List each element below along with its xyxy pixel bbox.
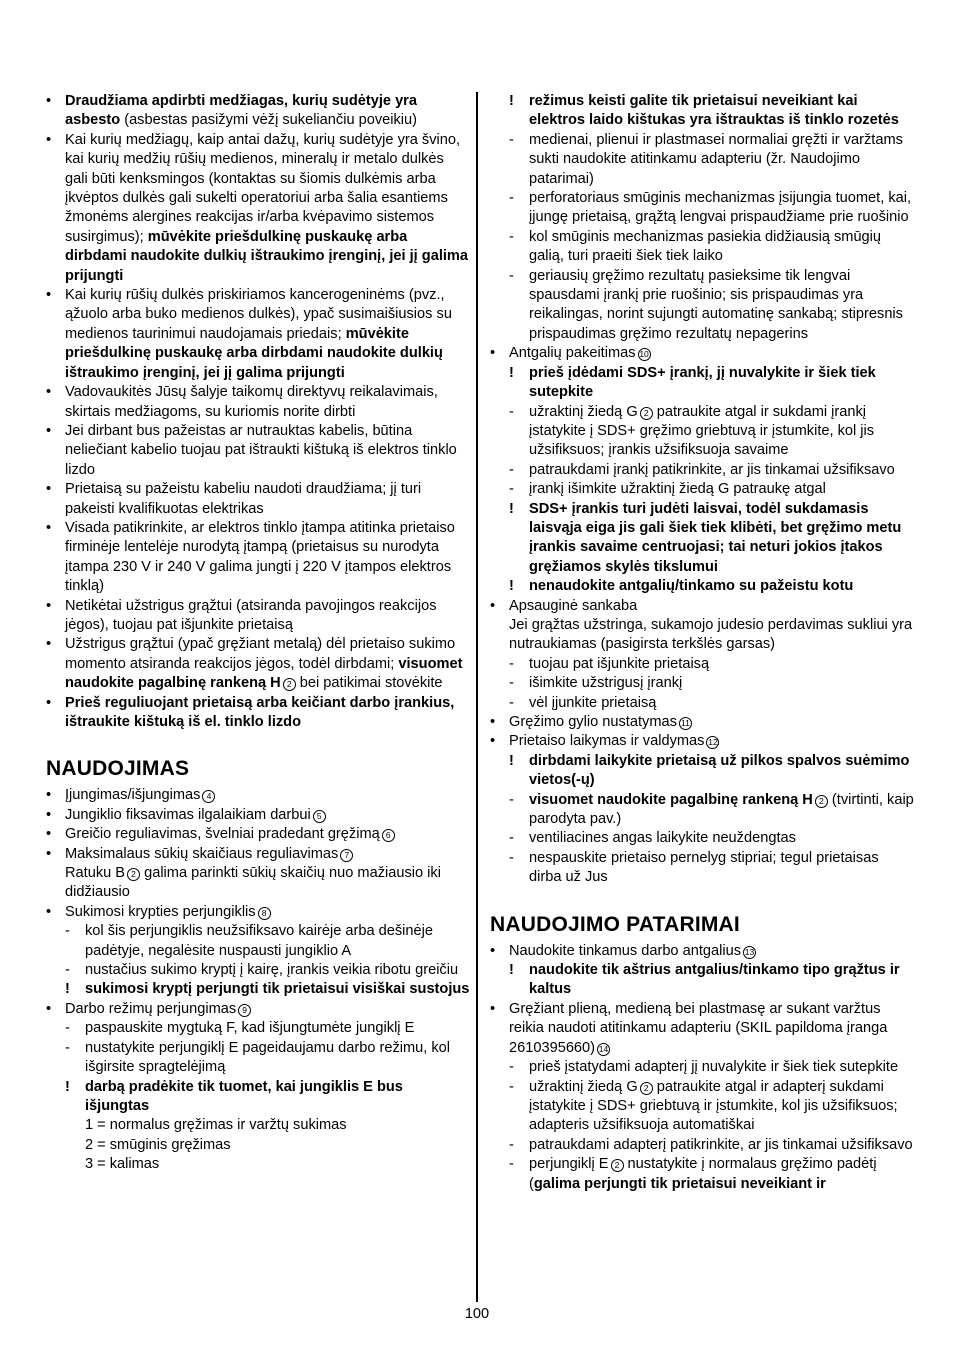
text: įrankį išimkite užraktinį žiedą G patraukę atgal <box>529 481 826 498</box>
bullet-marker: • <box>46 519 52 536</box>
dash-marker: - <box>509 403 514 420</box>
circled-number: 13 <box>744 946 755 957</box>
text: Maksimalaus sūkių skaičiaus reguliavimas <box>65 845 339 862</box>
bullet-marker: • <box>490 733 496 750</box>
bold-text: sukimosi kryptį perjungti tik prietaisui visiškai sustojus <box>85 981 470 998</box>
warning-marker: ! <box>509 578 514 595</box>
bullet-marker: • <box>46 597 52 614</box>
text: nustačius sukimo kryptį į kairę, įrankis veikia ribotu greičiu <box>85 962 459 979</box>
paragraph <box>46 1155 470 1174</box>
bullet-marker: • <box>46 806 52 823</box>
list-item <box>490 189 914 228</box>
list-item <box>490 344 914 363</box>
circled-number: 2 <box>640 407 653 420</box>
text: 1 = normalus gręžimas ir varžtų sukimas <box>85 1117 347 1134</box>
bold-text: galima perjungti tik prietaisui neveikiant ir <box>533 1175 826 1192</box>
dash-marker: - <box>509 1156 514 1173</box>
bullet-marker: • <box>46 787 52 804</box>
circled-number: 2 <box>640 1082 653 1095</box>
text: Prietaiso laikymas ir valdymas <box>509 733 705 750</box>
text: Visada patikrinkite, ar elektros tinklo įtampa atitinka prietaiso firminėje lentelėje nurodytą įtampą (prietaisus su nurodyta įtampa 230 V ir 240 V galima jungti į 220 V įtampos elektros tinklą) <box>65 519 455 595</box>
list-item <box>46 694 470 733</box>
circled-number: 2 <box>283 678 296 691</box>
bold-text: Draudžiama apdirbti medžiagas, kurių sudėtyje yra asbesto <box>65 93 417 129</box>
circled-number: 5 <box>313 810 326 823</box>
dash-marker: - <box>509 1059 514 1076</box>
list-item <box>490 1136 914 1155</box>
text: Gręžimo gylio nustatymas <box>509 714 677 730</box>
text: Jungiklio fiksavimas ilgalaikiam darbui <box>65 806 311 823</box>
bullet-marker: • <box>46 826 52 843</box>
text: ventiliacines angas laikykite neuždengtas <box>529 830 796 847</box>
dash-marker: - <box>509 481 514 498</box>
bullet-marker: • <box>490 345 496 362</box>
list-item <box>46 825 470 844</box>
warning-marker: ! <box>65 981 70 998</box>
dash-marker: - <box>509 791 514 808</box>
bullet-marker: • <box>46 636 52 653</box>
list-item <box>46 635 470 693</box>
list-item <box>46 922 470 961</box>
text: prieš įstatydami adapterį jį nuvalykite ir šiek tiek sutepkite <box>529 1059 899 1076</box>
text: tuojau pat išjunkite prietaisą <box>529 655 710 672</box>
dash-marker: - <box>509 461 514 478</box>
list-item <box>490 228 914 267</box>
warning-marker: ! <box>509 93 514 109</box>
warning-marker: ! <box>509 364 514 381</box>
list-item <box>490 461 914 480</box>
list-item <box>46 845 470 864</box>
text: perforatoriaus smūginis mechanizmas įsijungia tuomet, kai, įjungę prietaisą, grąžtą lengvai prispaudžiame prie ruošinio <box>529 190 912 226</box>
list-item <box>490 1155 914 1194</box>
circled-number: 11 <box>679 717 692 730</box>
warning-marker: ! <box>509 962 514 979</box>
text: kol šis perjungiklis neužsifiksavo kairėje arba dešinėje padėtyje, negalėsite nuspausti jungiklio A <box>85 923 433 959</box>
text: patraukite atgal ir sukdami įrankį įstatykite į SDS+ gręžimo griebtuvą ir įstumkite, kol jis užsifiksuos; įrankis užsifiksuoja savaime <box>529 403 875 459</box>
text: geriausių gręžimo rezultatų pasieksime tik lengvai spausdami įrankį prie ruošinio; sis prispaudimas yra reikalingas, norint sujungti automatinę sankabą; stipresnis prispaudimas gręžimo rezultatų nepagerins <box>529 267 903 342</box>
circled-number: 10 <box>639 349 649 360</box>
dash-marker: - <box>65 962 70 979</box>
list-item <box>46 786 470 805</box>
dash-marker: - <box>509 190 514 207</box>
circled-number: 2 <box>815 795 828 808</box>
text: (asbestas pasižymi vėžį sukeliančiu poveikiu) <box>120 112 418 129</box>
list-item <box>46 519 470 597</box>
paragraph <box>490 616 914 655</box>
list-item <box>490 732 914 751</box>
text: paspauskite mygtuką F, kad išjungtumėte jungiklį E <box>85 1020 415 1037</box>
circled-number: 4 <box>202 790 215 803</box>
text: užraktinį žiedą G <box>529 403 638 420</box>
circled-number: 9 <box>238 1004 251 1017</box>
text: vėl įjunkite prietaisą <box>529 694 657 711</box>
dash-marker: - <box>509 694 514 711</box>
list-item <box>46 961 470 980</box>
dash-marker: - <box>509 1136 514 1153</box>
bullet-marker: • <box>46 287 52 304</box>
dash-marker: - <box>509 267 514 284</box>
list-item <box>46 480 470 519</box>
bold-text: visuomet naudokite pagalbinę rankeną H <box>65 655 463 692</box>
list-item <box>490 1000 914 1058</box>
list-item <box>490 694 914 713</box>
list-item <box>490 1078 914 1136</box>
text: Prietaisą su pažeistu kabeliu naudoti draudžiama; jį turi pakeisti kvalifikuotas elektrikas <box>65 481 422 517</box>
list-item <box>490 1058 914 1077</box>
circled-number: 2 <box>611 1159 624 1172</box>
left-column <box>46 92 470 1175</box>
text: kol smūginis mechanizmas pasiekia didžiausią smūgių galią, turi praeiti šiek tiek laiko <box>529 228 882 265</box>
paragraph <box>46 864 470 903</box>
list-item <box>46 597 470 636</box>
warning-marker: ! <box>65 1078 70 1095</box>
circled-number: 12 <box>708 737 718 748</box>
dash-marker: - <box>509 830 514 847</box>
list-item <box>490 829 914 848</box>
list-item <box>490 597 914 616</box>
warning-item <box>490 500 914 578</box>
text: Apsauginė sankaba <box>509 597 638 614</box>
paragraph <box>46 1116 470 1135</box>
bullet-marker: • <box>46 903 52 920</box>
list-item <box>490 131 914 189</box>
text: patraukdami adapterį patikrinkite, ar jis tinkamai užsifiksavo <box>529 1136 913 1153</box>
text: perjungiklį E <box>529 1156 609 1173</box>
text: Jei grąžtas užstringa, sukamojo judesio perdavimas sukliui yra nutraukiamas (pasigirsta terkšlės garsas) <box>509 616 913 653</box>
list-item <box>490 791 914 830</box>
list-item <box>490 403 914 461</box>
list-item <box>46 1000 470 1019</box>
text: patraukdami įrankį patikrinkite, ar jis tinkamai užsifiksavo <box>529 461 895 478</box>
list-item <box>46 903 470 922</box>
list-item <box>46 806 470 825</box>
list-item <box>46 286 470 383</box>
text: nustatykite perjungiklį E pageidaujamu darbo režimu, kol išgirsite spragtelėjimą <box>85 1039 451 1076</box>
circled-number: 8 <box>258 907 271 920</box>
page-number: 100 <box>464 1306 490 1322</box>
warning-item <box>46 980 470 999</box>
text: medienai, plienui ir plastmasei normaliai gręžti ir varžtams sukti naudokite atitinkamu adapteriu (žr. Naudojimo patarimai) <box>529 131 903 187</box>
list-item <box>46 131 470 286</box>
list-item <box>490 480 914 499</box>
list-item <box>490 713 914 732</box>
text: Užstrigus grąžtui (ypač gręžiant metalą) dėl prietaiso sukimo momento atsiranda reakcijos jėgos, todėl dirbdami; <box>65 636 456 672</box>
circled-number: 14 <box>598 1043 609 1054</box>
dash-marker: - <box>509 849 514 866</box>
warning-marker: ! <box>509 500 514 517</box>
dash-marker: - <box>65 923 70 940</box>
bold-text: mūvėkite priešdulkinę puskaukę arba dirbdami naudokite dulkių ištraukimo įrenginį, jei jį galima prijungti <box>65 325 443 381</box>
text: Naudokite tinkamus darbo antgalius <box>509 942 742 959</box>
dash-marker: - <box>65 1020 70 1037</box>
list-item <box>46 422 470 480</box>
section-heading: NAUDOJIMO PATARIMAI <box>490 912 740 936</box>
circled-number: 6 <box>382 829 395 842</box>
right-column <box>490 92 914 1194</box>
bold-text: nenaudokite antgalių/tinkamo su pažeistu kotu <box>529 578 854 595</box>
text: Kai kurių rūšių dulkės priskiriamos kancerogeninėms (pvz., ąžuolo arba buko medienos dulkės), ypač susimaišiusios su medienos taurinimui naudojamais priedais; <box>65 287 452 342</box>
list-item <box>46 1019 470 1038</box>
circled-number: 2 <box>127 868 140 881</box>
warning-marker: ! <box>509 752 514 769</box>
text: Antgalių pakeitimas <box>509 345 636 362</box>
text: galima parinkti sūkių skaičių nuo mažiausio iki didžiausio <box>65 865 441 901</box>
bold-text: Prieš reguliuojant prietaisą arba keičiant darbo įrankius, ištraukite kištuką iš el. tinklo lizdo <box>65 694 455 730</box>
list-item <box>46 383 470 422</box>
bold-text: darbą pradėkite tik tuomet, kai jungiklis E bus išjungtas <box>85 1078 403 1114</box>
text: išimkite užstrigusį įrankį <box>529 675 683 692</box>
bullet-marker: • <box>490 714 496 730</box>
column-divider <box>476 92 478 1302</box>
dash-marker: - <box>65 1039 70 1056</box>
text: užraktinį žiedą G <box>529 1078 638 1095</box>
text: Jei dirbant bus pažeistas ar nutrauktas kabelis, būtina neliečiant kabelio tuojau pat ištraukti kištuką iš elektros tinklo lizdo <box>65 422 457 478</box>
list-item <box>490 674 914 693</box>
list-item <box>490 655 914 674</box>
text: nustatykite į normalaus gręžimo padėtį ( <box>529 1156 877 1192</box>
bullet-marker: • <box>46 1000 52 1017</box>
bullet-marker: • <box>490 942 496 959</box>
bullet-marker: • <box>46 845 52 862</box>
text: Gręžiant plieną, medieną bei plastmasę ar sukant varžtus reikia naudoti atitinkamu adapteriu (SKIL papildoma įranga 2610395660) <box>509 1000 888 1056</box>
warning-item <box>490 752 914 791</box>
list-item <box>490 849 914 888</box>
bold-text: SDS+ įrankis turi judėti laisvai, todėl sukdamasis laisvąja eiga jis gali šiek tiek klibėti, bet gręžimo metu įrankis savaime centruojasi; tai neturi jokios įtakos gręžiamos skylės tikslumui <box>529 500 902 575</box>
dash-marker: - <box>509 228 514 245</box>
text: bei patikimai stovėkite <box>295 675 443 692</box>
bold-text: dirbdami laikykite prietaisą už pilkos spalvos suėmimo vietos(-ų) <box>529 752 910 789</box>
dash-marker: - <box>509 131 514 148</box>
paragraph <box>46 1136 470 1155</box>
section-heading: NAUDOJIMAS <box>46 757 190 781</box>
warning-item <box>490 92 914 131</box>
text: Įjungimas/išjungimas <box>65 787 201 804</box>
warning-item <box>490 961 914 1000</box>
bullet-marker: • <box>46 481 52 498</box>
bullet-marker: • <box>490 597 496 614</box>
text: 2 = smūginis gręžimas <box>85 1136 231 1153</box>
list-item <box>490 942 914 961</box>
text: Sukimosi krypties perjungiklis <box>65 903 256 920</box>
text: Greičio reguliavimas, švelniai pradedant gręžimą <box>65 826 380 843</box>
bold-text: režimus keisti galite tik prietaisui neveikiant kai elektros laido kištukas yra ištrauktas iš tinklo rozetės <box>529 93 899 129</box>
dash-marker: - <box>509 675 514 692</box>
bullet-marker: • <box>46 422 52 439</box>
text: Vadovaukitės Jūsų šalyje taikomų direktyvų reikalavimais, skirtais medžiagoms, su kuriomis norite dirbti <box>65 384 438 420</box>
warning-item <box>490 577 914 596</box>
text: Netikėtai užstrigus grąžtui (atsiranda pavojingos reakcijos jėgos), tuojau pat išjunkite prietaisą <box>65 597 437 633</box>
circled-number: 7 <box>340 849 353 862</box>
bullet-marker: • <box>46 93 52 109</box>
bold-text: mūvėkite priešdulkinę puskaukę arba dirbdami naudokite dulkių ištraukimo įrenginį, jei jį galima prijungti <box>65 228 469 284</box>
list-item <box>490 267 914 345</box>
bold-text: naudokite tik aštrius antgalius/tinkamo tipo grąžtus ir kaltus <box>529 962 900 998</box>
text: patraukite atgal ir adapterį sukdami įstatykite į SDS+ griebtuvą ir įstumkite, kol jis užsifiksuos; adapteris užsifiksuoja automatiškai <box>529 1078 898 1134</box>
text: Kai kurių medžiagų, kaip antai dažų, kurių sudėtyje yra švino, kai kurių medžių rūšių medienos, mineralų ir metalo dulkės gali būti kenksmingos (kontaktas su šiomis dulkėmis arba įkvėptos dulkės gali sukelti operatoriui arba šalia esantiems žmonėms alergines reakcijas ir/arba kvėpavimo sistemos susirgimus); <box>65 131 461 245</box>
bold-text: prieš įdėdami SDS+ įrankį, jį nuvalykite ir šiek tiek sutepkite <box>529 364 876 401</box>
bullet-marker: • <box>490 1000 496 1017</box>
text: Darbo režimų perjungimas <box>65 1000 237 1017</box>
bold-text: visuomet naudokite pagalbinę rankeną H <box>529 791 813 808</box>
warning-item <box>490 364 914 403</box>
bullet-marker: • <box>46 694 52 711</box>
text: Ratuku B <box>65 865 126 882</box>
list-item <box>46 92 470 131</box>
text: (tvirtinti, kaip parodyta pav.) <box>529 791 914 828</box>
text: nespauskite prietaiso pernelyg stipriai; tegul prietaisas dirba už Jus <box>529 849 879 886</box>
text: 3 = kalimas <box>85 1156 160 1173</box>
dash-marker: - <box>509 1078 514 1095</box>
list-item <box>46 1039 470 1078</box>
warning-item <box>46 1078 470 1117</box>
bullet-marker: • <box>46 384 52 401</box>
dash-marker: - <box>509 655 514 672</box>
bullet-marker: • <box>46 131 52 148</box>
